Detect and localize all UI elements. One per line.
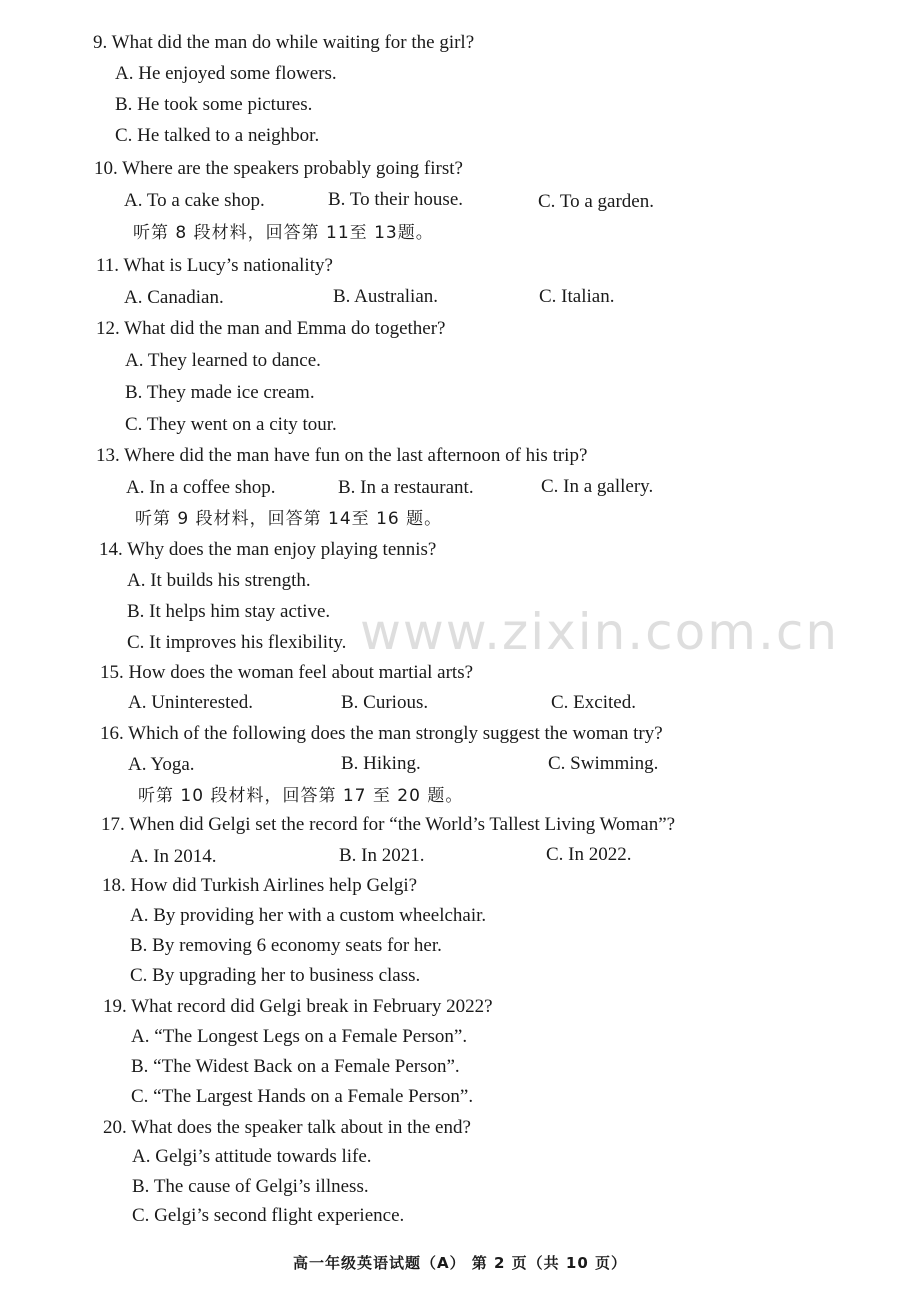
- question-16-option-b: B. Hiking.: [341, 753, 421, 774]
- question-17-option-a: A. In 2014.: [130, 846, 217, 867]
- question-15-option-a: A. Uninterested.: [128, 692, 254, 713]
- question-14-option-a: A. It builds his strength.: [127, 570, 311, 591]
- question-17-stem: 17. When did Gelgi set the record for “the World’s Tallest Living Woman”?: [101, 814, 676, 835]
- question-13-stem: 13. Where did the man have fun on the last afternoon of his trip?: [96, 445, 588, 466]
- question-13-option-c: C. In a gallery.: [541, 476, 654, 497]
- question-16-stem: 16. Which of the following does the man strongly suggest the woman try?: [100, 723, 663, 744]
- question-18-option-b: B. By removing 6 economy seats for her.: [130, 935, 442, 956]
- page-footer: 高一年级英语试题（A） 第 2 页（共 10 页）: [292, 1254, 628, 1272]
- question-15-stem: 15. How does the woman feel about martial arts?: [100, 662, 474, 683]
- question-19-option-c: C. “The Largest Hands on a Female Person”.: [131, 1086, 474, 1107]
- question-14-stem: 14. Why does the man enjoy playing tennis?: [99, 539, 437, 560]
- question-10-option-b: B. To their house.: [328, 189, 464, 210]
- question-14-option-c: C. It improves his flexibility.: [127, 632, 347, 653]
- question-19-option-a: A. “The Longest Legs on a Female Person”.: [131, 1026, 468, 1047]
- question-13-option-a: A. In a coffee shop.: [126, 477, 276, 498]
- question-12-stem: 12. What did the man and Emma do together?: [96, 318, 446, 339]
- question-20-option-a: A. Gelgi’s attitude towards life.: [132, 1146, 372, 1167]
- question-19-stem: 19. What record did Gelgi break in February 2022?: [103, 996, 493, 1017]
- question-19-option-b: B. “The Widest Back on a Female Person”.: [131, 1056, 460, 1077]
- question-18-option-c: C. By upgrading her to business class.: [130, 965, 421, 986]
- question-12-option-a: A. They learned to dance.: [125, 350, 321, 371]
- question-12-option-b: B. They made ice cream.: [125, 382, 315, 403]
- question-20-option-c: C. Gelgi’s second flight experience.: [132, 1205, 405, 1226]
- question-12-option-c: C. They went on a city tour.: [125, 414, 337, 435]
- question-10-option-a: A. To a cake shop.: [124, 190, 265, 211]
- question-9-option-c: C. He talked to a neighbor.: [115, 125, 320, 146]
- section-10-instruction: 听第 10 段材料，回答第 17 至 20 题。: [138, 786, 464, 806]
- question-15-option-c: C. Excited.: [551, 692, 636, 713]
- section-8-instruction: 听第 8 段材料，回答第 11至 13题。: [133, 223, 434, 243]
- question-20-option-b: B. The cause of Gelgi’s illness.: [132, 1176, 369, 1197]
- question-18-option-a: A. By providing her with a custom wheelchair.: [130, 905, 487, 926]
- question-16-option-a: A. Yoga.: [128, 754, 195, 775]
- question-16-option-c: C. Swimming.: [548, 753, 659, 774]
- question-11-stem: 11. What is Lucy’s nationality?: [96, 255, 333, 276]
- watermark: www.zixin.com.cn: [360, 603, 840, 661]
- question-11-option-a: A. Canadian.: [124, 287, 224, 308]
- question-15-option-b: B. Curious.: [341, 692, 429, 713]
- question-10-option-c: C. To a garden.: [538, 191, 654, 212]
- question-11-option-c: C. Italian.: [539, 286, 615, 307]
- question-14-option-b: B. It helps him stay active.: [127, 601, 331, 622]
- question-10-stem: 10. Where are the speakers probably going first?: [94, 158, 463, 179]
- section-9-instruction: 听第 9 段材料，回答第 14至 16 题。: [135, 509, 443, 529]
- question-9-stem: 9. What did the man do while waiting for the girl?: [93, 32, 475, 53]
- question-18-stem: 18. How did Turkish Airlines help Gelgi?: [102, 875, 418, 896]
- question-20-stem: 20. What does the speaker talk about in the end?: [103, 1117, 471, 1138]
- question-17-option-b: B. In 2021.: [339, 845, 425, 866]
- question-11-option-b: B. Australian.: [333, 286, 439, 307]
- question-9-option-b: B. He took some pictures.: [115, 94, 313, 115]
- question-17-option-c: C. In 2022.: [546, 844, 632, 865]
- question-9-option-a: A. He enjoyed some flowers.: [115, 63, 337, 84]
- question-13-option-b: B. In a restaurant.: [338, 477, 474, 498]
